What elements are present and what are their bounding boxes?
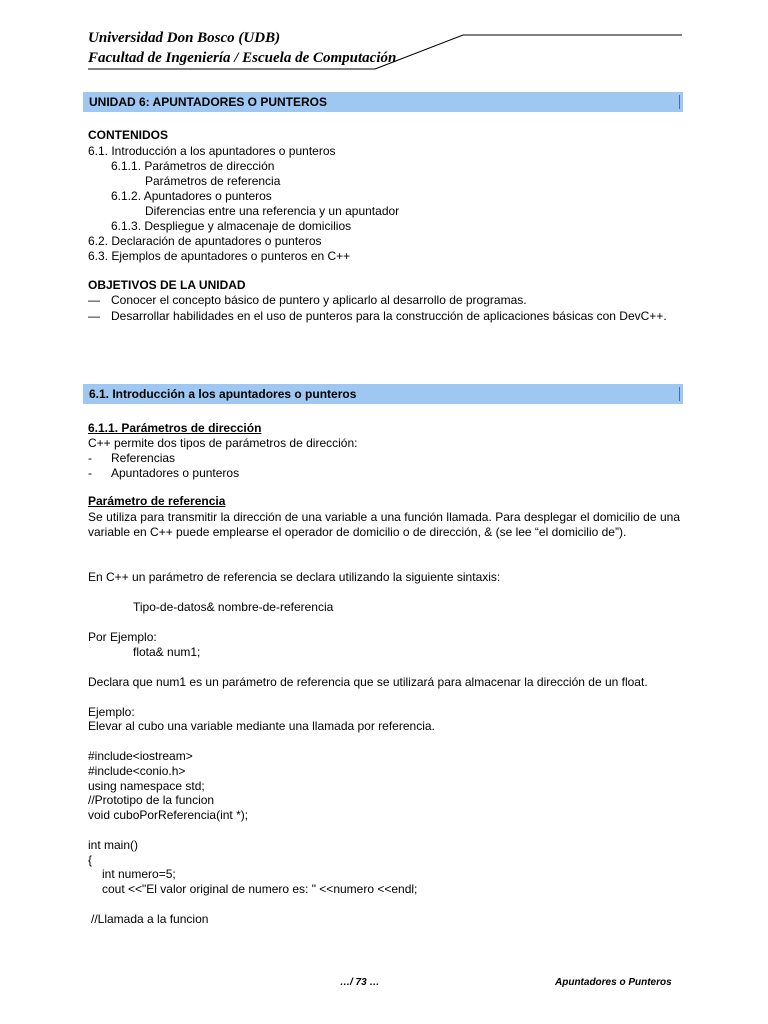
ejemplo-label: Ejemplo: xyxy=(88,705,135,719)
reference-heading: Parámetro de referencia xyxy=(88,494,226,508)
contents-heading: CONTENIDOS xyxy=(88,128,169,142)
syntax-line: Tipo-de-datos& nombre-de-referencia xyxy=(133,600,334,614)
code-line: void cuboPorReferencia(int *); xyxy=(88,808,249,822)
code-line: int main() xyxy=(88,838,139,852)
code-line: using namespace std; xyxy=(88,779,205,793)
page-number: …/ 73 … xyxy=(340,977,380,988)
code-line: //Prototipo de la funcion xyxy=(88,793,215,807)
section-title: 6.1. Introducción a los apuntadores o punteros xyxy=(89,387,357,401)
unit-title-band xyxy=(83,92,683,112)
reference-paragraph: Se utiliza para transmitir la dirección de una variable a una función llamada. Para desplegar el domicilio de una variable en C++ puede emplearse el operador de domicilio o de dirección, & (se lee “el domicilio de”). xyxy=(88,510,680,539)
code-line: int numero=5; xyxy=(102,867,176,881)
bullet-item: Referencias xyxy=(111,451,176,465)
unit-title: UNIDAD 6: APUNTADORES O PUNTEROS xyxy=(89,95,328,109)
contents-item: 6.3. Ejemplos de apuntadores o punteros en C++ xyxy=(88,249,351,263)
ejemplo-description: Elevar al cubo una variable mediante una llamada por referencia. xyxy=(88,719,435,733)
contents-item: 6.1.1. Parámetros de dirección xyxy=(111,159,275,173)
code-line: cout <<"El valor original de numero es: " <<numero <<endl; xyxy=(102,882,418,896)
code-line: { xyxy=(88,853,93,867)
example-code: flota& num1; xyxy=(133,645,201,659)
code-line: //Llamada a la funcion xyxy=(91,912,209,926)
section-title-band xyxy=(83,384,683,404)
objective-dash: — xyxy=(88,293,100,307)
institution-name: Universidad Don Bosco (UDB) xyxy=(88,30,281,46)
subsection-intro: C++ permite dos tipos de parámetros de dirección: xyxy=(88,436,358,450)
contents-item: 6.1.3. Despliegue y almacenaje de domicilios xyxy=(111,219,352,233)
contents-item: 6.1. Introducción a los apuntadores o punteros xyxy=(88,144,336,158)
contents-item: 6.2. Declaración de apuntadores o punteros xyxy=(88,234,322,248)
footer-title: Apuntadores o Punteros xyxy=(555,977,672,988)
code-line: #include<conio.h> xyxy=(88,764,186,778)
contents-item: 6.1.2. Apuntadores o punteros xyxy=(111,189,272,203)
contents-item: Diferencias entre una referencia y un apuntador xyxy=(145,204,400,218)
code-line: #include<iostream> xyxy=(88,749,193,763)
bullet-marker: - xyxy=(88,451,92,465)
subsection-heading: 6.1.1. Parámetros de dirección xyxy=(88,421,262,435)
band-tick xyxy=(679,95,680,109)
reference-paragraph: Declara que num1 es un parámetro de referencia que se utilizará para almacenar la dirección de un float. xyxy=(88,675,648,689)
contents-item: Parámetros de referencia xyxy=(145,174,281,188)
objectives-heading: OBJETIVOS DE LA UNIDAD xyxy=(88,278,246,292)
objective-item: Conocer el concepto básico de puntero y aplicarlo al desarrollo de programas. xyxy=(111,293,527,307)
example-label: Por Ejemplo: xyxy=(88,630,157,644)
band-tick xyxy=(679,387,680,401)
objective-item: Desarrollar habilidades en el uso de punteros para la construcción de aplicaciones básicas con DevC++. xyxy=(111,309,667,323)
objective-dash: — xyxy=(88,309,100,323)
faculty-name: Facultad de Ingeniería / Escuela de Computación xyxy=(88,50,397,66)
bullet-marker: - xyxy=(88,466,92,480)
reference-paragraph: En C++ un parámetro de referencia se declara utilizando la siguiente sintaxis: xyxy=(88,570,501,584)
bullet-item: Apuntadores o punteros xyxy=(111,466,240,480)
header-rule xyxy=(0,0,768,80)
